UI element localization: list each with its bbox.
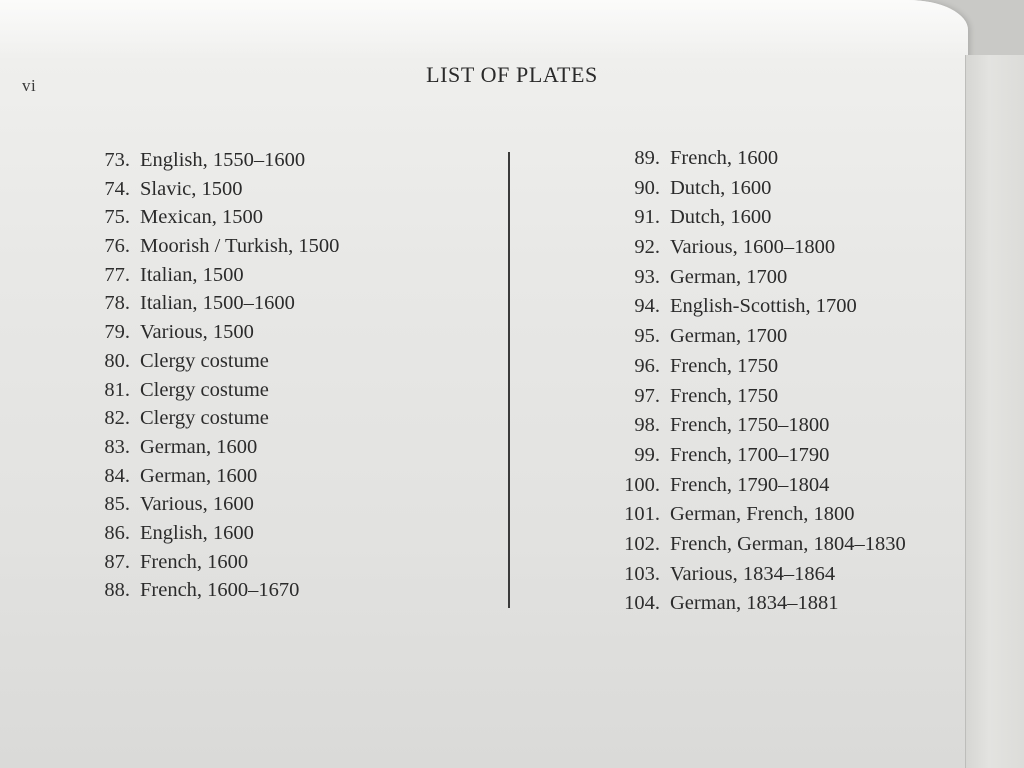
plate-entry	[88, 264, 488, 293]
plate-title: French, 1600	[140, 550, 249, 573]
plate-number: 92.	[634, 236, 660, 259]
plate-title: Dutch, 1600	[670, 206, 772, 229]
plate-number: 96.	[634, 354, 660, 377]
plate-number: 101.	[624, 503, 660, 526]
plate-title: English-Scottish, 1700	[670, 295, 857, 318]
plate-title: Various, 1500	[140, 321, 254, 344]
plate-number: 76.	[104, 235, 130, 258]
plate-number: 88.	[104, 579, 130, 602]
plate-title: French, 1790–1804	[670, 473, 830, 496]
plate-number: 78.	[104, 292, 130, 315]
plates-list-right-column	[600, 147, 940, 622]
plate-number: 79.	[104, 321, 130, 344]
plate-title: French, 1750	[670, 354, 779, 377]
plate-entry	[600, 385, 940, 415]
plate-number: 86.	[104, 521, 130, 544]
plate-entry	[88, 178, 488, 207]
column-divider	[508, 152, 510, 608]
plate-title: French, 1600–1670	[140, 579, 300, 602]
plate-title: Mexican, 1500	[140, 206, 263, 229]
plates-list-left-column	[88, 149, 488, 608]
plate-number: 80.	[104, 349, 130, 372]
plate-title: German, 1700	[670, 265, 788, 288]
plate-number: 90.	[634, 176, 660, 199]
plate-number: 75.	[104, 206, 130, 229]
plate-number: 95.	[634, 325, 660, 348]
plate-title: Clergy costume	[140, 378, 269, 401]
plate-entry	[88, 292, 488, 321]
plate-entry	[600, 266, 940, 296]
plate-title: French, 1700–1790	[670, 443, 830, 466]
plate-title: French, 1600	[670, 147, 779, 169]
plate-entry	[88, 206, 488, 235]
plate-number: 89.	[634, 147, 660, 169]
plate-title: German, 1700	[670, 325, 788, 348]
plate-number: 104.	[624, 592, 660, 615]
plate-number: 73.	[104, 149, 130, 171]
plate-number: 100.	[624, 473, 660, 496]
plate-entry	[600, 236, 940, 266]
plate-entry	[88, 379, 488, 408]
plate-entry	[600, 295, 940, 325]
plate-number: 99.	[634, 443, 660, 466]
plate-entry	[88, 465, 488, 494]
plate-number: 85.	[104, 493, 130, 516]
plate-title: French, 1750	[670, 384, 779, 407]
plate-entry	[88, 321, 488, 350]
plate-number: 91.	[634, 206, 660, 229]
plate-title: German, French, 1800	[670, 503, 855, 526]
plate-entry	[600, 147, 940, 177]
plate-entry	[88, 407, 488, 436]
plate-entry	[88, 149, 488, 178]
plate-title: German, 1834–1881	[670, 592, 839, 615]
plate-number: 81.	[104, 378, 130, 401]
plate-entry	[88, 235, 488, 264]
plate-entry	[88, 436, 488, 465]
plate-entry	[600, 563, 940, 593]
plate-entry	[600, 503, 940, 533]
next-page-edge	[965, 55, 1024, 768]
plate-number: 74.	[104, 177, 130, 200]
page-number: vi	[22, 76, 37, 95]
plate-number: 98.	[634, 414, 660, 437]
plate-number: 83.	[104, 435, 130, 458]
plate-entry	[88, 551, 488, 580]
plate-title: Dutch, 1600	[670, 176, 772, 199]
plate-entry	[600, 325, 940, 355]
plate-title: Clergy costume	[140, 349, 269, 372]
plate-entry	[88, 350, 488, 379]
plate-entry	[600, 444, 940, 474]
plate-entry	[600, 474, 940, 504]
plate-title: English, 1600	[140, 521, 254, 544]
plate-number: 87.	[104, 550, 130, 573]
plate-title: English, 1550–1600	[140, 149, 306, 171]
plate-entry	[600, 592, 940, 622]
plate-entry	[600, 414, 940, 444]
plate-entry	[88, 493, 488, 522]
plate-entry	[600, 177, 940, 207]
plate-title: German, 1600	[140, 464, 258, 487]
plate-number: 93.	[634, 265, 660, 288]
plate-number: 84.	[104, 464, 130, 487]
plate-number: 82.	[104, 407, 130, 430]
plate-title: Italian, 1500	[140, 263, 244, 286]
plate-title: Various, 1600	[140, 493, 254, 516]
plate-entry	[600, 533, 940, 563]
running-title: LIST OF PLATES	[426, 62, 598, 87]
plate-number: 77.	[104, 263, 130, 286]
plate-title: Italian, 1500–1600	[140, 292, 295, 315]
plate-title: French, 1750–1800	[670, 414, 830, 437]
plate-entry	[600, 355, 940, 385]
plate-title: Moorish / Turkish, 1500	[140, 235, 340, 258]
plate-entry	[88, 522, 488, 551]
plate-entry	[600, 206, 940, 236]
plate-number: 97.	[634, 384, 660, 407]
plate-entry	[88, 579, 488, 608]
plate-number: 102.	[624, 532, 660, 555]
plate-title: German, 1600	[140, 435, 258, 458]
plate-number: 103.	[624, 562, 660, 585]
plate-title: French, German, 1804–1830	[670, 532, 906, 555]
plate-title: Slavic, 1500	[140, 177, 243, 200]
plate-title: Various, 1834–1864	[670, 562, 836, 585]
plate-title: Clergy costume	[140, 407, 269, 430]
plate-number: 94.	[634, 295, 660, 318]
plate-title: Various, 1600–1800	[670, 236, 836, 259]
